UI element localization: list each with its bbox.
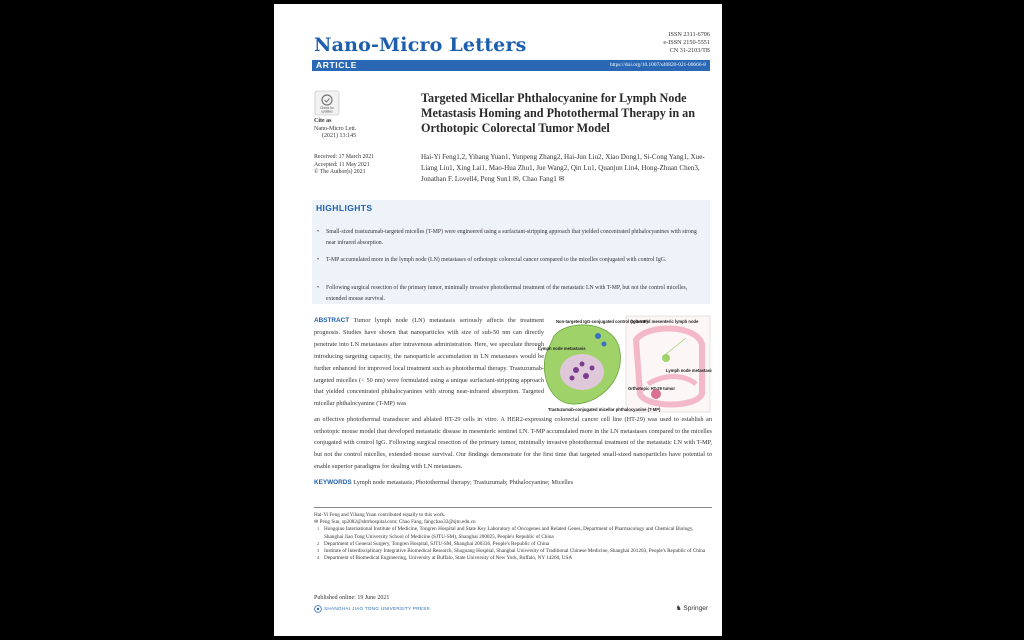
- springer-horse-icon: ♞: [675, 605, 682, 612]
- label-t-mp: Trastuzumab-conjugated micellar phthalocyanine (T-MP): [548, 407, 661, 412]
- article-title: Targeted Micellar Phthalocyanine for Lymph Node Metastasis Homing and Photothermal Therapy in an Orthotopic Colorectal Tumor Model: [421, 91, 696, 135]
- check-updates-icon: [314, 90, 340, 116]
- doi-link[interactable]: https://doi.org/10.1007/s40820-021-00666-8: [609, 62, 706, 68]
- svg-text:Check for: Check for: [320, 106, 334, 110]
- copyright: © The Author(s) 2021: [314, 169, 366, 176]
- received-date: Received: 17 March 2021: [314, 154, 375, 160]
- article-bar: [312, 60, 710, 71]
- micelle-dot: [580, 362, 585, 367]
- label-lymph-node: Lymph node metastasis: [538, 346, 586, 351]
- label-ln-metastasis: Lymph node metastasis: [666, 368, 712, 373]
- issn-line: ISSN 2311-6706: [668, 31, 710, 38]
- author-list: Hai-Yi Feng1,2, Yihang Yuan1, Yunpeng Zhang2, Hai-Jun Liu2, Xiao Dong1, Si-Cong Yang1, Xue-Liang Liu1, Xing Lai1, Mao-Hua Zhu1, Jue Wang2, Qin Lu1, Quanjun Lin4, Hong-Zhuan Chen3, Jonathan F. Lovell4, Peng Sun1 ✉, Chao Fang1 ✉: [421, 153, 705, 183]
- highlight-item: • Following surgical resection of the primary tumor, minimally invasive photothermal treatment of the metastatic LN with T-MP, but not the control micelles, extended mouse survival.: [326, 283, 704, 305]
- label-tumor: Orthotopic HT-29 tumor: [628, 386, 675, 391]
- micelle-dot: [590, 366, 595, 371]
- highlights-box: [312, 200, 710, 304]
- cite-block: [314, 118, 356, 141]
- journal-title: Nano-Micro Letters: [314, 34, 527, 56]
- cite-heading: Cite as: [314, 118, 332, 124]
- correspondence-emails[interactable]: ✉ Peng Sun, sp2082@shtrhospital.com; Chao Fang, fangchao32@sjtu.edu.cn: [314, 519, 476, 526]
- lymph-node-dot: [662, 354, 670, 362]
- cite-journal: Nano-Micro Lett.: [314, 125, 357, 132]
- abstract-text: Tumor lymph node (LN) metastasis seriously affects the treatment prognosis. Studies have shown that nanoparticles with size of sub-50 nm can directly penetrate into LN metastases after intravenous administration. Here, we speculate through introducing targeting capacity, the nanoparticle accumulation in LN metastases would be further enhanced for improved local treatment such as photothermal therapy. Trastuzumab-targeted micelles (< 50 nm) were formulated using a unique surfactant-stripping approach that yielded concentrated phthalocyanines with strong near-infrared absorption. Targeted micellar phthalocyanine (T-MP) was: [314, 317, 544, 408]
- footnotes: [314, 512, 714, 562]
- metastasis-region: [560, 354, 604, 390]
- abstract-continued: an effective photothermal transducer and ablated HT-29 cells in vitro. A HER2-expressing colorectal cancer cell line (HT-29) was used to establish an orthotopic mouse model that developed metastatic disease in mesenteric sentinel LN. T-MP accumulated more in the LN metastases compared to the micelles conjugated with control IgG. Following surgical resection of the primary tumor, minimally invasive photothermal treatment of the metastatic LN with T-MP, but not the control micelles, extended mouse survival. Our findings demonstrate for the first time that targeted small-sized nanoparticles have potential to enable superior paradigms for dealing with LN metastases.: [314, 416, 712, 470]
- section-label: ARTICLE: [316, 60, 358, 70]
- cite-volume: (2021) 13:145: [322, 133, 357, 140]
- affiliation-item: 3 Institute of Interdisciplinary Integrative Biomedical Research, Shuguang Hospital, Shanghai University of Traditional Chinese Medicine, Shanghai 201203, People's Republic of China: [317, 548, 706, 555]
- cn-line: CN 31-2103/TB: [669, 47, 710, 55]
- micelle-dot: [570, 376, 575, 381]
- affiliation-item: 1 Hongqiao International Institute of Medicine, Tongren Hospital and State Key Laboratory of Oncogenes and Related Genes, Department of Pharmacology and Chemical Biology, Shanghai Jiao Tong University School of Medicine (SJTU-SM), Shanghai 200025, People's Republic of China: [317, 526, 694, 540]
- affiliation-item: 2 Department of General Surgery, Tongren Hospital, SJTU-SM, Shanghai 200336, People's Republic of China: [317, 540, 550, 547]
- micelle-dot: [573, 367, 579, 373]
- abstract-label: ABSTRACT: [314, 317, 350, 324]
- graphical-abstract-figure: [536, 314, 712, 414]
- highlight-item: • Small-sized trastuzumab-targeted micelles (T-MP) were engineered using a surfactant-stripping approach that yielded concentrated phthalocyanines with strong near infrared absorption.: [326, 227, 704, 249]
- keywords-label: KEYWORDS: [314, 479, 352, 486]
- micelle-dot: [595, 333, 601, 339]
- highlight-item: • T-MP accumulated more in the lymph node (LN) metastases of orthotopic colorectal cancer compared to the micelles conjugated with control IgG.: [326, 255, 704, 266]
- micelle-dot: [602, 342, 607, 347]
- publisher-logo-icon: [314, 605, 322, 613]
- svg-text:updates: updates: [321, 109, 333, 114]
- published-date: Published online: 19 June 2021: [314, 595, 390, 601]
- issn-block: [663, 31, 710, 56]
- abstract-column: [314, 315, 544, 410]
- micelle-dot: [583, 373, 589, 379]
- equal-contribution-note: Hai-Yi Feng and Yihang Yuan contributed equally to this work.: [314, 512, 446, 518]
- check-for-updates-badge[interactable]: [314, 90, 340, 116]
- footnote-divider: [314, 507, 712, 508]
- label-colon: Colon and mesenteric lymph node: [630, 319, 699, 324]
- eissn-line: e-ISSN 2150-5551: [663, 39, 710, 47]
- highlights-heading: HIGHLIGHTS: [316, 203, 373, 213]
- keywords-text: Lymph node metastasis; Photothermal therapy; Trastuzumab; Phthalocyanine; Micelles: [353, 479, 574, 486]
- paper-page: [274, 4, 722, 636]
- affiliation-item: 4 Department of Biomedical Engineering, University at Buffalo, State University of New York, Buffalo, NY 14260, USA: [317, 555, 573, 562]
- dates-block: [314, 154, 374, 177]
- accepted-date: Accepted: 11 May 2021: [314, 161, 370, 168]
- springer-name: Springer: [683, 605, 708, 612]
- keywords-line: [314, 478, 712, 487]
- publisher-name: SHANGHAI JIAO TONG UNIVERSITY PRESS: [324, 606, 430, 611]
- springer-logo: [676, 604, 708, 612]
- label-igg-mp: Non-targeted IgG-conjugated control (IgG-MP): [556, 319, 648, 324]
